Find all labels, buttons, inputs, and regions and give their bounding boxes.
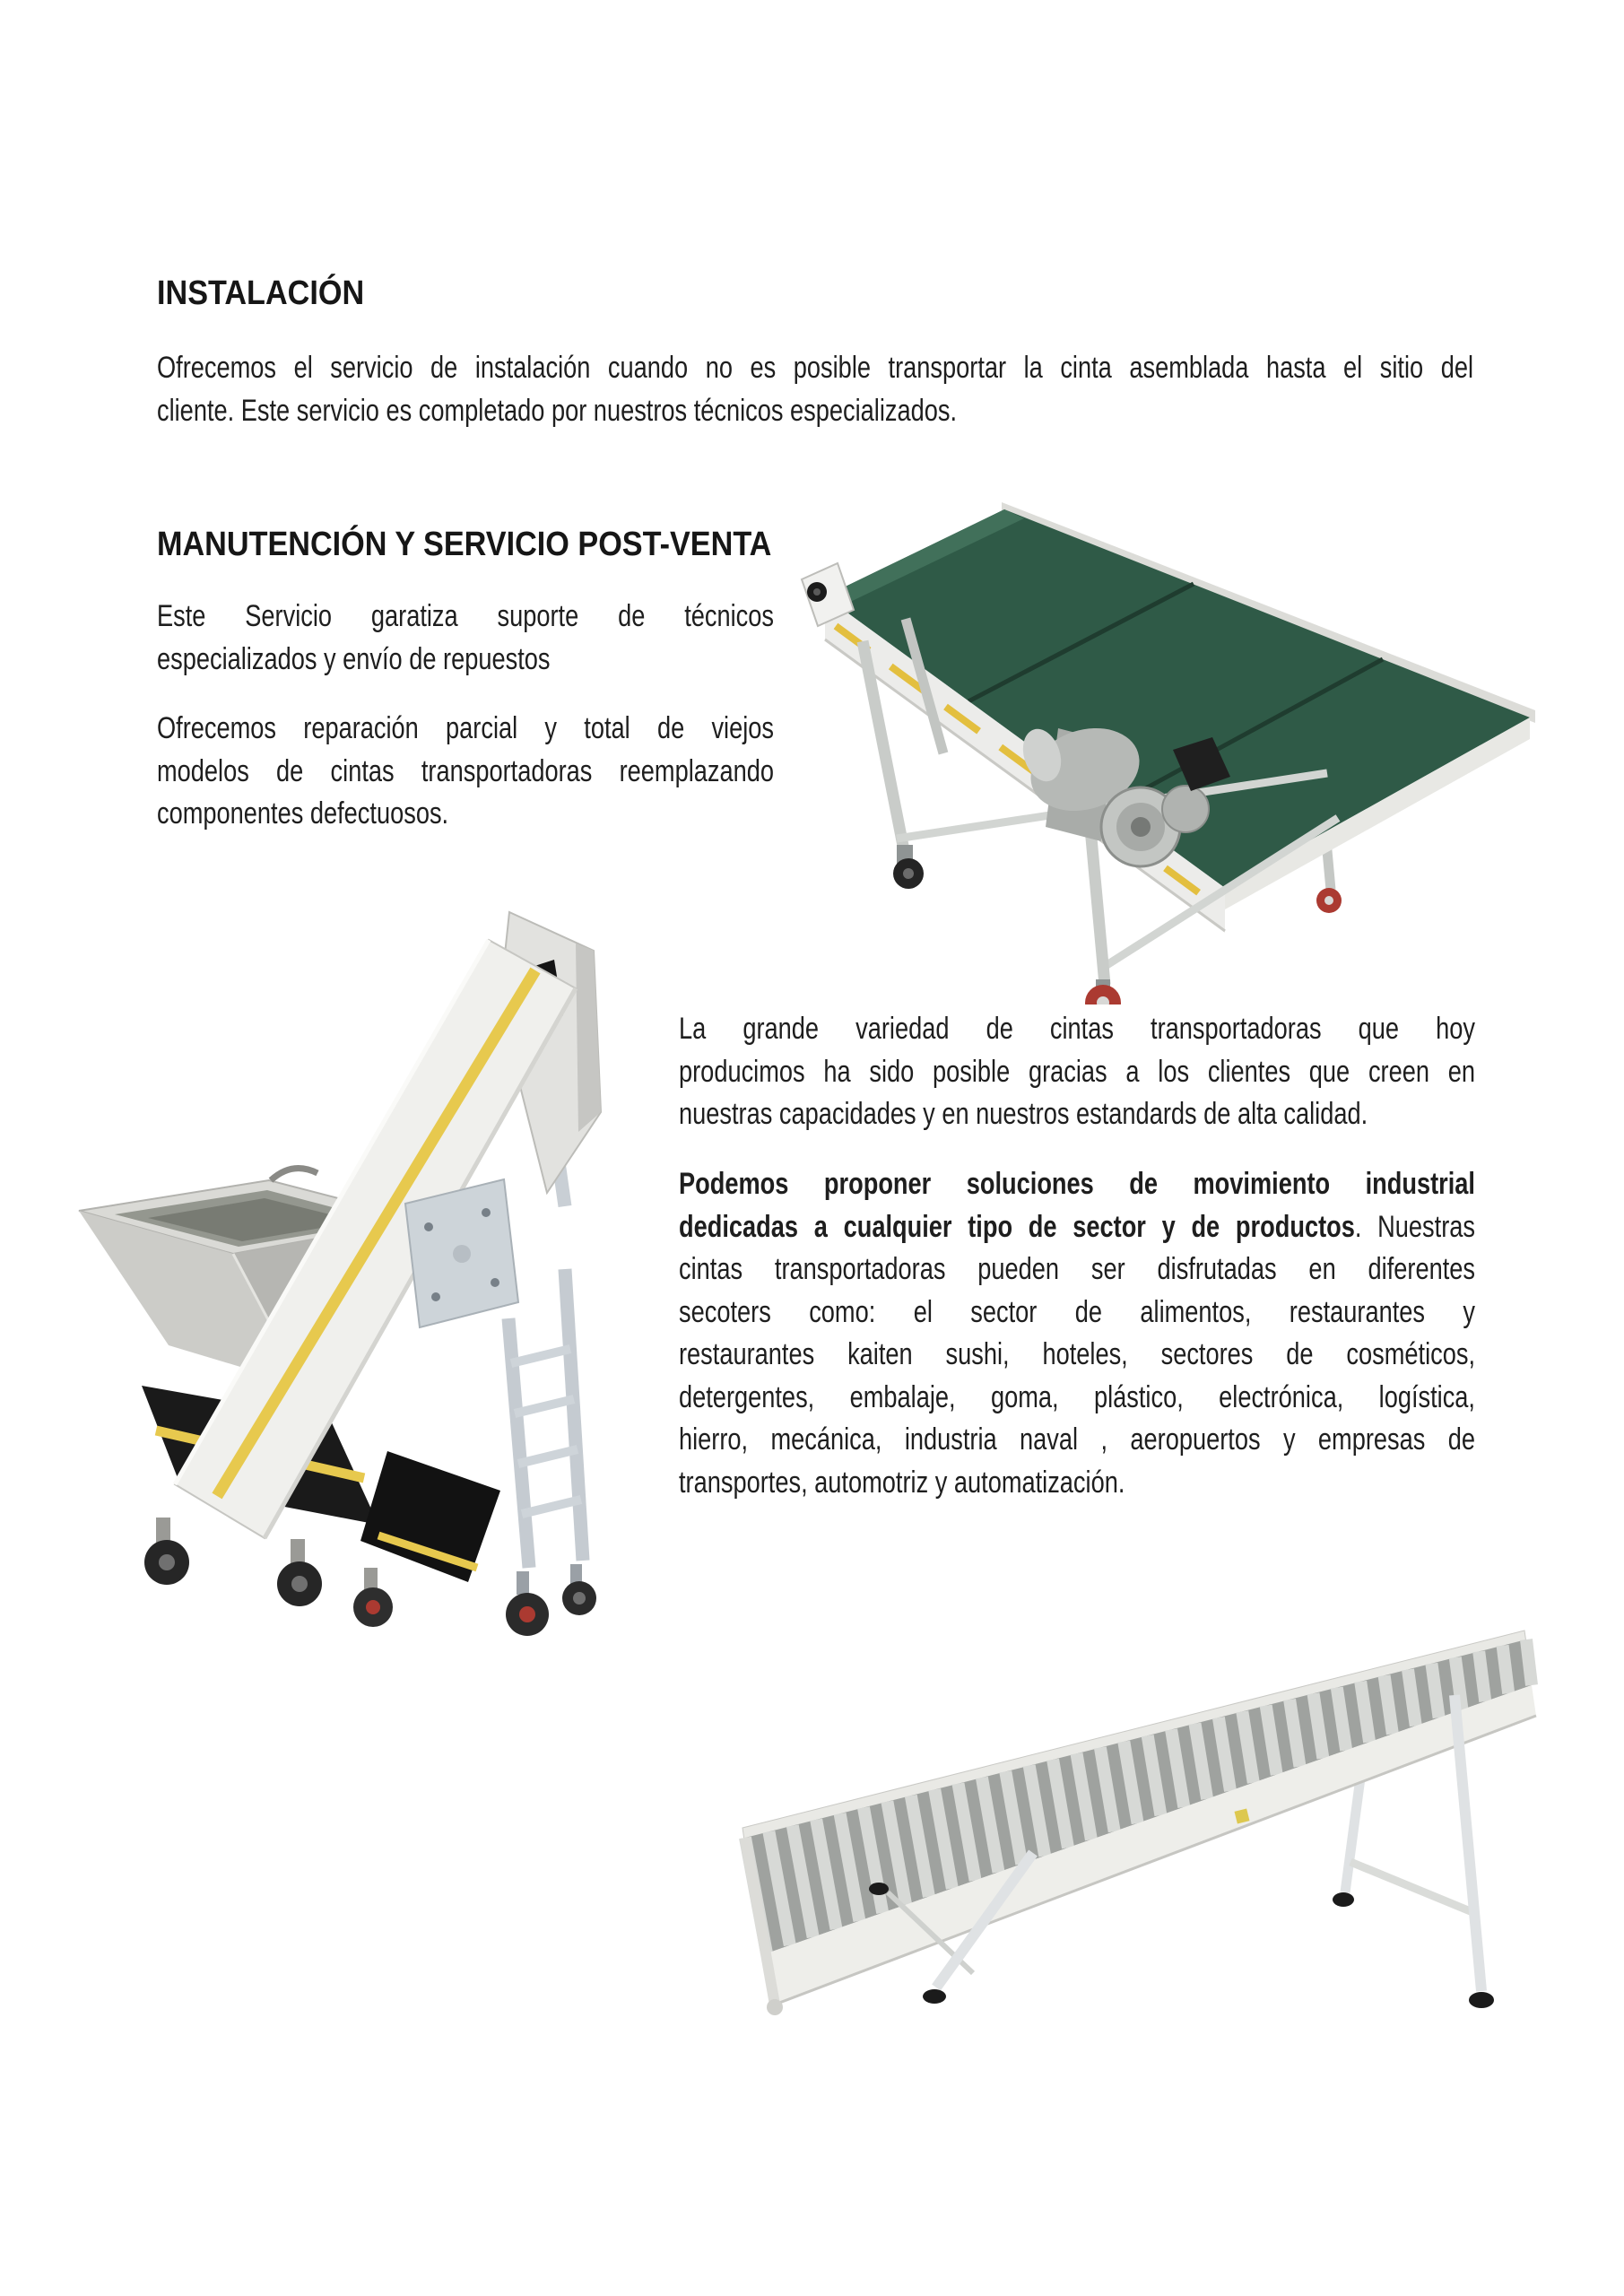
text-line: nuestras capacidades y en nuestros estandards de alta calidad. (679, 1097, 1368, 1131)
text-line: producimos ha sido posible gracias a los clientes que creen en (679, 1054, 1475, 1089)
text-line: secoters como: el sector de alimentos, restaurantes y (679, 1294, 1475, 1329)
text-line: hierro, mecánica, industria naval , aeropuertos y empresas de (679, 1422, 1475, 1457)
text-line: Ofrecemos el servicio de instalación cuando no es posible transportar la cinta asemblada hasta el sitio del (157, 351, 1473, 385)
text-line: cintas transportadoras pueden ser disfrutadas en diferentes (679, 1252, 1475, 1286)
heading-instalacion: INSTALACIÓN (157, 274, 365, 312)
text-line: La grande variedad de cintas transportadoras que hoy (679, 1012, 1475, 1046)
text-line: cliente. Este servicio es completado por nuestros técnicos especializados. (157, 393, 958, 428)
text-line: componentes defectuosos. (157, 796, 449, 831)
text-line: restaurantes kaiten sushi, hoteles, sectores de cosméticos, (679, 1337, 1475, 1371)
text-line: detergentes, embalaje, goma, plástico, electrónica, logística, (679, 1379, 1475, 1414)
text-line: Podemos proponer soluciones de movimiento industrial (679, 1167, 1475, 1201)
text-line: modelos de cintas transportadoras reemplazando (157, 753, 774, 788)
text-line: Este Servicio garatiza suporte de técnicos (157, 599, 774, 633)
roller-conveyor-illustration (717, 1596, 1560, 2027)
inclined-conveyor-photo (63, 897, 619, 1641)
inclined-conveyor-illustration (63, 897, 619, 1641)
text-line: Ofrecemos reparación parcial y total de viejos (157, 711, 774, 745)
instalacion-paragraph (157, 347, 1473, 432)
text-line: transportes, automotriz y automatización. (679, 1465, 1125, 1500)
heading-manutencion: MANUTENCIÓN Y SERVICIO POST-VENTA (157, 526, 772, 563)
manutencion-paragraph-2 (157, 708, 774, 836)
text-line: dedicadas a cualquier tipo de sector y de productos. Nuestras (679, 1209, 1475, 1244)
variedad-paragraph-1 (679, 1008, 1475, 1136)
roller-conveyor-photo (717, 1596, 1560, 2027)
manutencion-paragraph-1 (157, 596, 774, 681)
belt-conveyor-illustration (789, 484, 1560, 1004)
variedad-paragraph-2 (679, 1163, 1475, 1504)
belt-conveyor-photo (789, 484, 1560, 1004)
text-line: especializados y envío de repuestos (157, 641, 551, 676)
